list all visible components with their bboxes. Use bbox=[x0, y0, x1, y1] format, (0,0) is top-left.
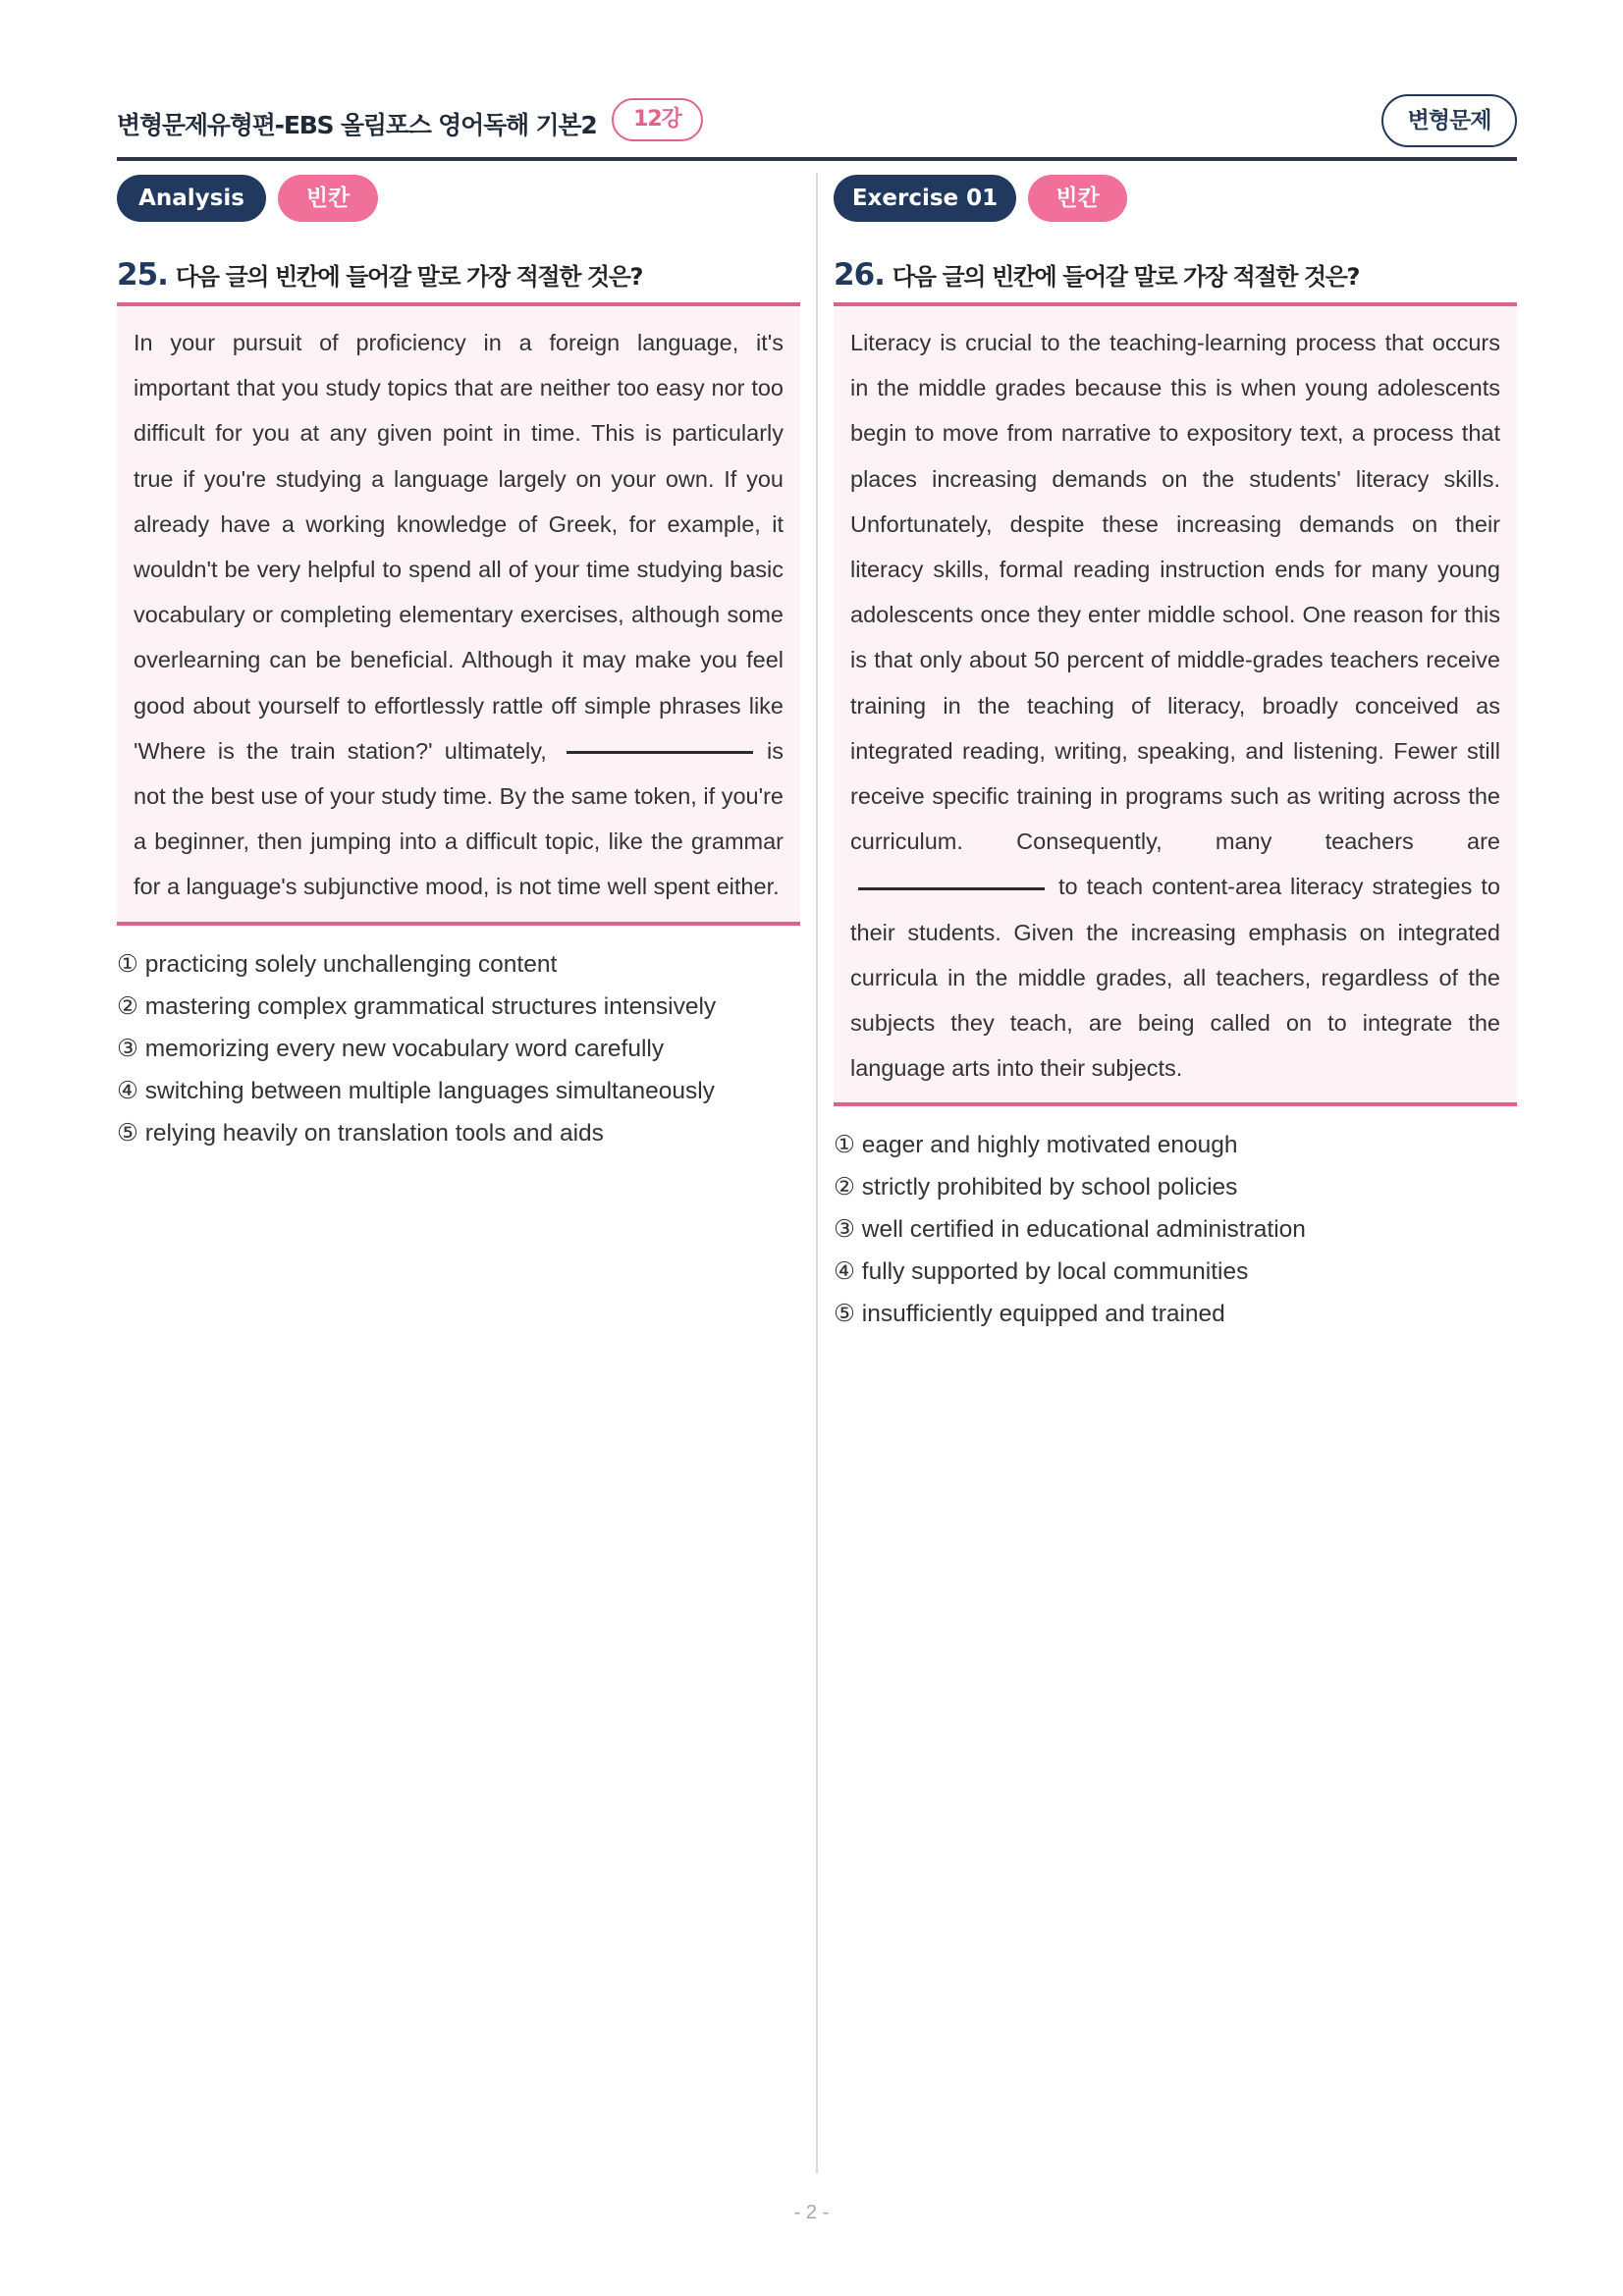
passage-box bbox=[117, 306, 800, 926]
choice-1[interactable]: ① practicing solely unchallenging content bbox=[117, 950, 558, 978]
lesson-badge: 12강 bbox=[612, 98, 703, 141]
question-prompt: 다음 글의 빈칸에 들어갈 말로 가장 적절한 것은? bbox=[892, 263, 1360, 291]
choice-4[interactable]: ④ fully supported by local communities bbox=[834, 1258, 1249, 1286]
passage-text bbox=[134, 320, 784, 910]
page-number: - 2 - bbox=[793, 2202, 830, 2223]
answer-choices bbox=[834, 1124, 1517, 1335]
passage-text-after-blank: is not the best use of your study time. By the same token, if you're a beginner, then jumping into a difficult topic, like the grammar for a language's subjunctive mood, is not time well spent either. bbox=[134, 737, 784, 900]
tag-row bbox=[834, 175, 1517, 222]
choice-1[interactable]: ① eager and highly motivated enough bbox=[834, 1132, 1238, 1159]
answer-choices bbox=[117, 943, 800, 1154]
page-header bbox=[117, 96, 1517, 161]
question-prompt: 다음 글의 빈칸에 들어갈 말로 가장 적절한 것은? bbox=[175, 263, 643, 291]
question-heading bbox=[834, 257, 1517, 306]
choice-2[interactable]: ② mastering complex grammatical structures intensively bbox=[117, 992, 717, 1020]
answer-blank bbox=[567, 751, 753, 754]
question-number: 26. bbox=[834, 257, 885, 293]
question-number: 25. bbox=[117, 257, 168, 293]
choice-3[interactable]: ③ well certified in educational administration bbox=[834, 1216, 1306, 1244]
choice-2[interactable]: ② strictly prohibited by school policies bbox=[834, 1174, 1238, 1201]
column-divider bbox=[816, 173, 818, 2173]
question-26-column bbox=[834, 175, 1517, 1335]
question-25-column bbox=[117, 175, 800, 1154]
passage-text-before-blank: Literacy is crucial to the teaching-learning process that occurs in the middle grades because this is when young adolescents begin to move from narrative to expository text, a process that places increasing demands on the students' literacy skills. Unfortunately, despite these increasing demands on their literacy skills, formal reading instruction ends for many young adolescents once they enter middle school. One reason for this is that only about 50 percent of middle-grades teachers receive training in the teaching of literacy, broadly conceived as integrated reading, writing, speaking, and listening. Fewer still receive specific training in programs such as writing across the curriculum. Consequently, many teachers are bbox=[850, 330, 1500, 855]
choice-3[interactable]: ③ memorizing every new vocabulary word carefully bbox=[117, 1035, 665, 1062]
answer-blank bbox=[858, 887, 1045, 890]
choice-4[interactable]: ④ switching between multiple languages simultaneously bbox=[117, 1077, 715, 1104]
passage-text-after-blank: to teach content-area literacy strategies to their students. Given the increasing emphasis on integrated curricula in the middle grades, all teachers, regardless of the subjects they teach, are being called on to integrate the language arts into their subjects. bbox=[850, 874, 1500, 1082]
choice-5[interactable]: ⑤ insufficiently equipped and trained bbox=[834, 1301, 1225, 1328]
tag-row bbox=[117, 175, 800, 222]
exercise-tag: Exercise 01 bbox=[834, 175, 1016, 222]
passage-text-before-blank: In your pursuit of proficiency in a foreign language, it's important that you study topics that are neither too easy nor too difficult for you at any given point in time. This is particularly true if you're studying a language largely on your own. If you already have a working knowledge of Greek, for example, it wouldn't be very helpful to spend all of your time studying basic vocabulary or completing elementary exercises, although some overlearning can be beneficial. Although it may make you feel good about yourself to effortlessly rattle off simple phrases like 'Where is the train station?' ultimately, bbox=[134, 330, 784, 764]
analysis-tag: Analysis bbox=[117, 175, 266, 222]
book-title: 변형문제유형편-EBS 올림포스 영어독해 기본2 bbox=[117, 111, 597, 139]
choice-5[interactable]: ⑤ relying heavily on translation tools and aids bbox=[117, 1119, 604, 1147]
blank-type-tag: 빈칸 bbox=[1028, 175, 1127, 222]
blank-type-tag: 빈칸 bbox=[278, 175, 378, 222]
passage-text bbox=[850, 320, 1500, 1091]
question-heading bbox=[117, 257, 800, 306]
section-type-badge: 변형문제 bbox=[1381, 94, 1517, 147]
passage-box bbox=[834, 306, 1517, 1106]
